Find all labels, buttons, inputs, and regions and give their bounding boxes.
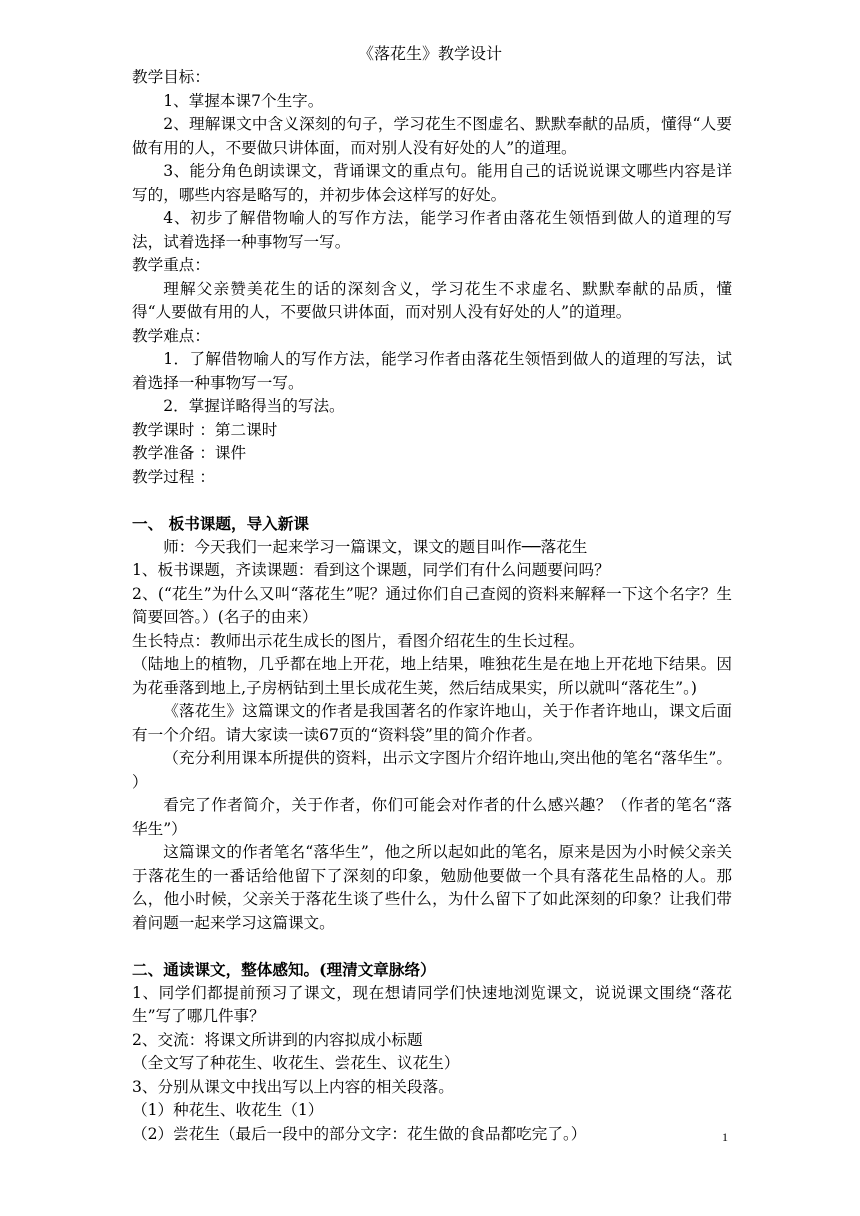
paragraph: 1、同学们都提前预习了课文，现在想请同学们快速地浏览课文，说说课文围绕“落花生”写了哪几件事？ xyxy=(132,983,732,1025)
paragraph: 看完了作者简介，关于作者，你们可能会对作者的什么感兴趣？（作者的笔名“落华生”） xyxy=(132,796,732,838)
spacer xyxy=(132,489,732,512)
paragraph: （充分利用课本所提供的资料，出示文字图片介绍许地山,突出他的笔名“落华生”。 ） xyxy=(132,749,732,791)
document-title: 《落花生》教学设计 xyxy=(357,44,502,63)
heading-key-points: 教学重点： xyxy=(132,256,210,274)
paragraph: 师：今天我们一起来学习一篇课文，课文的题目叫作──落花生 xyxy=(163,537,588,556)
paragraph: 1、掌握本课7个生字。 xyxy=(163,91,324,110)
lesson-preparation: 教学准备 ：课件 xyxy=(132,444,247,462)
paragraph: 2、交流：将课文所讲到的内容拟成小标题 xyxy=(132,1030,423,1049)
paragraph: （全文写了种花生、收花生、尝花生、议花生） xyxy=(132,1054,460,1072)
section-heading-2: 二、通读课文，整体感知。(理清文章脉络） xyxy=(132,960,436,979)
paragraph: （2）尝花生（最后一段中的部分文字：花生做的食品都吃完了。） xyxy=(132,1124,587,1143)
heading-difficulties: 教学难点： xyxy=(132,326,210,345)
spacer xyxy=(132,935,732,958)
paragraph: 2、(“花生”为什么又叫“落花生”呢？通过你们自己查阅的资料来解释一下这个名字？生简要回答。）(名子的由来） xyxy=(132,584,732,626)
paragraph: 2、理解课文中含义深刻的句子，学习花生不图虚名、默默奉献的品质，懂得“人要做有用的人，不要做只讲体面，而对别人没有好处的人”的道理。 xyxy=(132,115,732,157)
paragraph: 3、分别从课文中找出写以上内容的相关段落。 xyxy=(132,1077,454,1096)
lesson-hours: 教学课时 ：第二课时 xyxy=(132,420,278,439)
heading-process: 教学过程 ： xyxy=(132,467,215,486)
paragraph: 4、初步了解借物喻人的写作方法，能学习作者由落花生领悟到做人的道理的写法，试着选择一种事物写一写。 xyxy=(132,209,732,251)
paragraph: 2．掌握详略得当的写法。 xyxy=(163,397,345,415)
paragraph: 3、能分角色朗读课文，背诵课文的重点句。能用自己的话说说课文哪些内容是详写的，哪些内容是略写的，并初步体会这样写的好处。 xyxy=(132,162,732,204)
document-body xyxy=(132,66,732,1146)
page-number: 1 xyxy=(722,1130,728,1144)
section-heading-1: 一、 板书课题，导入新课 xyxy=(132,514,309,533)
paragraph: 这篇课文的作者笔名“落华生”，他之所以起如此的笔名，原来是因为小时候父亲关于落花生的一番话给他留下了深刻的印象，勉励他要做一个具有落花生品格的人。那么，他小时候，父亲关于落花生谈了些什么，为什么留下了如此深刻的印象？让我们带着问题一起来学习这篇课文。 xyxy=(132,843,732,932)
paragraph: （陆地上的植物，几乎都在地上开花，地上结果，唯独花生是在地上开花地下结果。因为花垂落到地上,子房柄钻到土里长成花生荚，然后结成果实，所以就叫“落花生”。) xyxy=(132,655,732,697)
paragraph: 《落花生》这篇课文的作者是我国著名的作家许地山，关于作者许地山，课文后面有一个介绍。请大家读一读67页的“资料袋”里的简介作者。 xyxy=(132,702,732,744)
heading-objectives: 教学目标： xyxy=(132,68,210,86)
paragraph: （1）种花生、收花生（1） xyxy=(132,1101,324,1119)
paragraph: 生长特点：教师出示花生成长的图片，看图介绍花生的生长过程。 xyxy=(132,631,585,650)
paragraph: 1、板书课题，齐读课题：看到这个课题，同学们有什么问题要问吗？ xyxy=(132,561,610,579)
paragraph: 理解父亲赞美花生的话的深刻含义，学习花生不求虚名、默默奉献的品质，懂得“人要做有用的人，不要做只讲体面，而对别人没有好处的人”的道理。 xyxy=(132,279,732,321)
paragraph: 1．了解借物喻人的写作方法，能学习作者由落花生领悟到做人的道理的写法，试着选择一种事物写一写。 xyxy=(132,350,732,392)
